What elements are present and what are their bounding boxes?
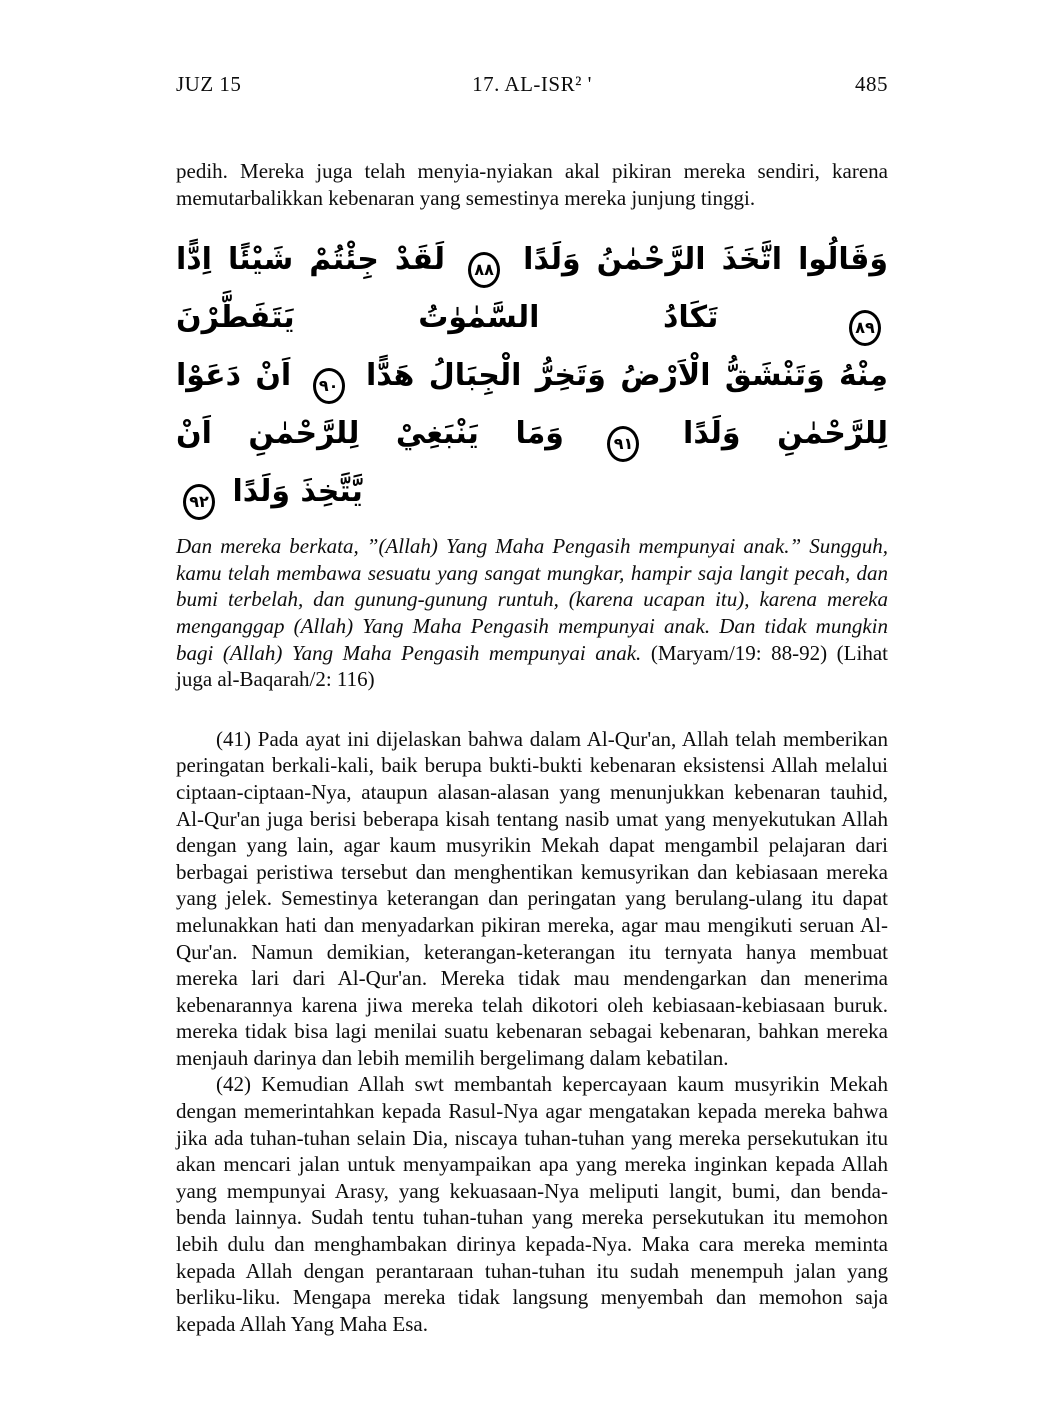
arabic-text-segment: مِنْهُ وَتَنْشَقُّ الْاَرْضُ وَتَخِرُّ الْجِبَالُ هَدًّا (365, 358, 888, 394)
ayah-marker-90 (313, 368, 345, 404)
quran-verse-line-3 (176, 463, 888, 521)
arabic-text-segment: وَقَالُوا اتَّخَذَ الرَّحْمٰنُ وَلَدًا (523, 242, 888, 278)
translation-italic-text: Dan mereka berkata, ”(Allah) Yang Maha Pengasih mempunyai anak.” Sungguh, kamu telah membawa sesuatu yang sangat mungkar, hampir saja langit pecah, dan bumi terbelah, dan gunung-gunung runtuh, (karena ucapan itu), karena mereka menganggap (Allah) Yang Maha Pengasih mempunyai anak. Dan tidak mungkin bagi (Allah) Yang Maha Pengasih mempunyai anak. (176, 534, 888, 665)
ayah-marker-91 (607, 426, 639, 462)
arabic-text-segment: وَمَا يَنْبَغِيْ لِلرَّحْمٰنِ اَنْ (176, 416, 564, 452)
quran-verse-line-2 (176, 347, 888, 463)
arabic-text-segment: تَكَادُ السَّمٰوٰتُ يَتَفَطَّرْنَ (176, 300, 719, 336)
verse-translation (176, 533, 888, 693)
tafsir-paragraph-42: (42) Kemudian Allah swt membantah kepercayaan kaum musyrikin Mekah dengan memerintahkan kepada Rasul-Nya agar mengatakan kepada mereka bahwa jika ada tuhan-tuhan selain Dia, niscaya tuhan-tuhan yang mereka persekutukan itu akan mencari jalan untuk menyampaikan apa yang mereka inginkan kepada Allah yang mempunyai Arasy, yang kekuasaan-Nya meliputi langit, bumi, dan benda-benda lainnya. Sudah tentu tuhan-tuhan yang mereka persekutukan itu memohon lebih dulu dan menghambakan dirinya kepada-Nya. Maka cara mereka meminta kepada Allah dengan perantaraan tuhan-tuhan itu sudah menempuh jalan yang berliku-liku. Mengapa mereka tidak langsung menyembah dan memohon saja kepada Allah Yang Maha Esa. (176, 1072, 888, 1336)
intro-paragraph: pedih. Mereka juga telah menyia-nyiakan akal pikiran mereka sendiri, karena memutarbalikkan kebenaran yang semestinya mereka junjung tinggi. (176, 159, 888, 210)
ayah-marker-92 (183, 484, 215, 520)
ayah-number: ٩١ (613, 434, 634, 454)
arabic-text-segment: اَنْ دَعَوْا لِلرَّحْمٰنِ وَلَدًا (176, 358, 888, 452)
header-surah-title: 17. AL-ISR² ' (472, 72, 592, 96)
arabic-text-segment: يَّتَّخِذَ وَلَدًا (232, 474, 363, 510)
ayah-number: ٨٨ (474, 260, 494, 280)
translation-reference: (Maryam/19: 88-92) (Lihat juga al-Baqarah/2: 116) (176, 640, 888, 692)
header-juz-label: JUZ 15 (176, 72, 242, 96)
ayah-number: ٨٩ (855, 318, 875, 338)
tafsir-paragraph-41: (41) Pada ayat ini dijelaskan bahwa dalam Al-Qur'an, Allah telah memberikan peringatan berkali-kali, baik berupa bukti-bukti kebenaran eksistensi Allah melalui ciptaan-ciptaan-Nya, ataupun alasan-alasan yang menunjukkan kebenaran tauhid, Al-Qur'an juga berisi beberapa kisah tentang nasib umat yang menyekutukan Allah dengan yang lain, agar kaum musyrikin Mekah dapat mengambil pelajaran dari berbagai peristiwa tersebut dan menghentikan kemusyrikan dan kebiasaan mereka yang jelek. Semestinya keterangan dan peringatan yang berulang-ulang itu dapat melunakkan hati dan menyadarkan pikiran mereka, agar mau mengikuti seruan Al-Qur'an. Namun demikian, keterangan-keterangan itu ternyata hanya membuat mereka lari dari Al-Qur'an. Mereka tidak mau mendengarkan dan menerima kebenarannya karena jiwa mereka telah dikotori oleh kebiasaan-kebiasaan buruk. mereka tidak bisa lagi menilai suatu kebenaran sebagai kebenaran, bahkan mereka menjauh darinya dan lebih memilih bergelimang dalam kebatilan. (176, 726, 888, 1070)
arabic-text-segment: لَقَدْ جِئْتُمْ شَيْئًا اِدًّا (176, 242, 446, 278)
ayah-number: ٩٠ (318, 376, 339, 396)
ayah-marker-89 (849, 310, 881, 346)
running-header (176, 72, 888, 97)
header-page-number: 485 (855, 72, 888, 96)
ayah-marker-88 (468, 252, 500, 288)
quran-verse-line-1 (176, 231, 888, 347)
ayah-number: ٩٢ (189, 492, 209, 512)
quran-arabic-block (176, 231, 888, 521)
